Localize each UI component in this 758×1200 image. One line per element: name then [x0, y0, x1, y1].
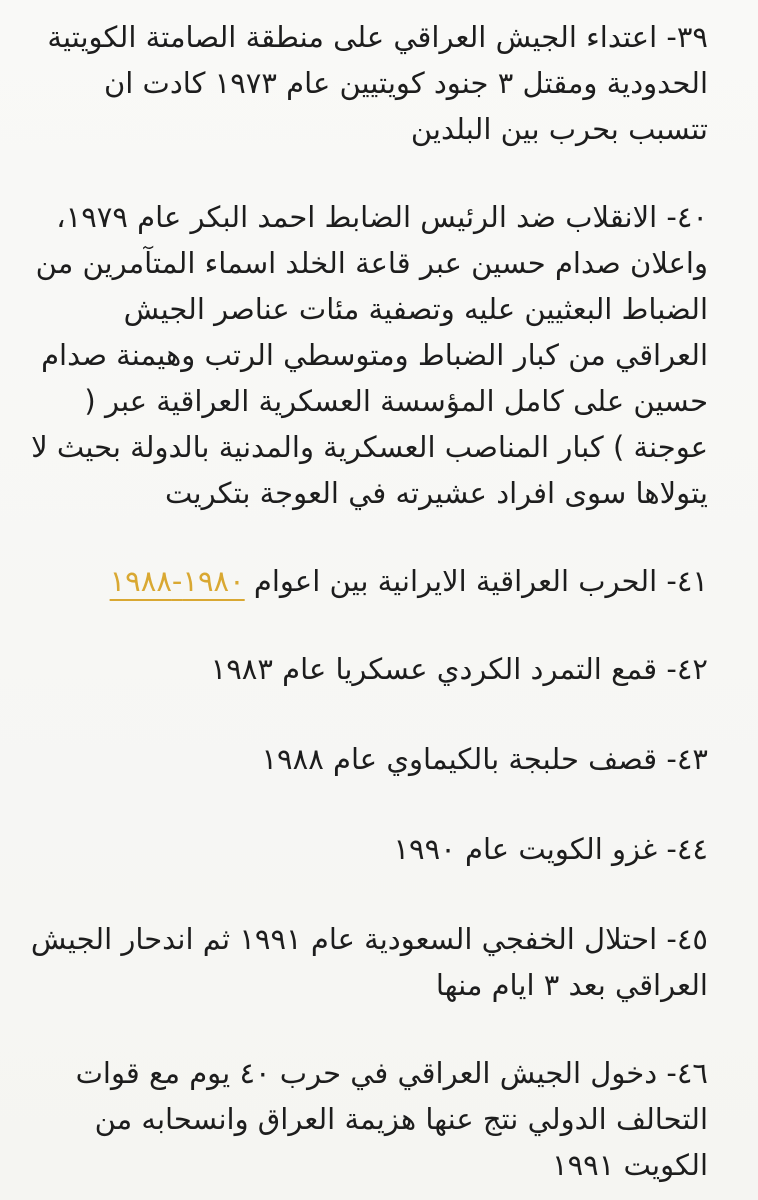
item-text: ٣٩- اعتداء الجيش العراقي على منطقة الصامتة الكويتية الحدودية ومقتل ٣ جنود كويتيين عام ١٩٧٣ كادت ان تتسبب بحرب بين البلدين: [47, 20, 708, 146]
item-text: ٤٢- قمع التمرد الكردي عسكريا عام ١٩٨٣: [210, 652, 708, 686]
list-item-39: [30, 14, 708, 152]
item-text: ٤١- الحرب العراقية الايرانية بين اعوام: [244, 564, 708, 598]
item-text: ٤٣- قصف حلبجة بالكيماوي عام ١٩٨٨: [261, 742, 708, 776]
item-text: ٤٤- غزو الكويت عام ١٩٩٠: [393, 832, 708, 866]
list-item-41: [30, 558, 708, 604]
list-item-46: [30, 1050, 708, 1188]
item-text: ٤٥- احتلال الخفجي السعودية عام ١٩٩١ ثم اندحار الجيش العراقي بعد ٣ ايام منها: [30, 922, 708, 1002]
list-item-44: [30, 826, 708, 872]
list-item-40: [30, 194, 708, 516]
list-item-42: [30, 646, 708, 692]
list-item-45: [30, 916, 708, 1008]
item-text: ٤٠- الانقلاب ضد الرئيس الضابط احمد البكر عام ١٩٧٩، واعلان صدام حسين عبر قاعة الخلد اسماء المتآمرين من الضباط البعثيين عليه وتصفية مئات عناصر الجيش العراقي من كبار الضباط ومتوسطي الرتب وهيمنة صدام حسين على كامل المؤسسة العسكرية العراقية عبر ( عوجنة ) كبار المناصب العسكرية والمدنية بالدولة بحيث لا يتولاها سوى افراد عشيرته في العوجة بتكريت: [31, 200, 708, 510]
list-item-43: [30, 736, 708, 782]
item-text: ٤٦- دخول الجيش العراقي في حرب ٤٠ يوم مع قوات التحالف الدولي نتج عنها هزيمة العراق وانسحابه من الكويت ١٩٩١: [75, 1056, 708, 1182]
year-range-link[interactable]: ١٩٨٠-١٩٨٨: [109, 564, 245, 598]
